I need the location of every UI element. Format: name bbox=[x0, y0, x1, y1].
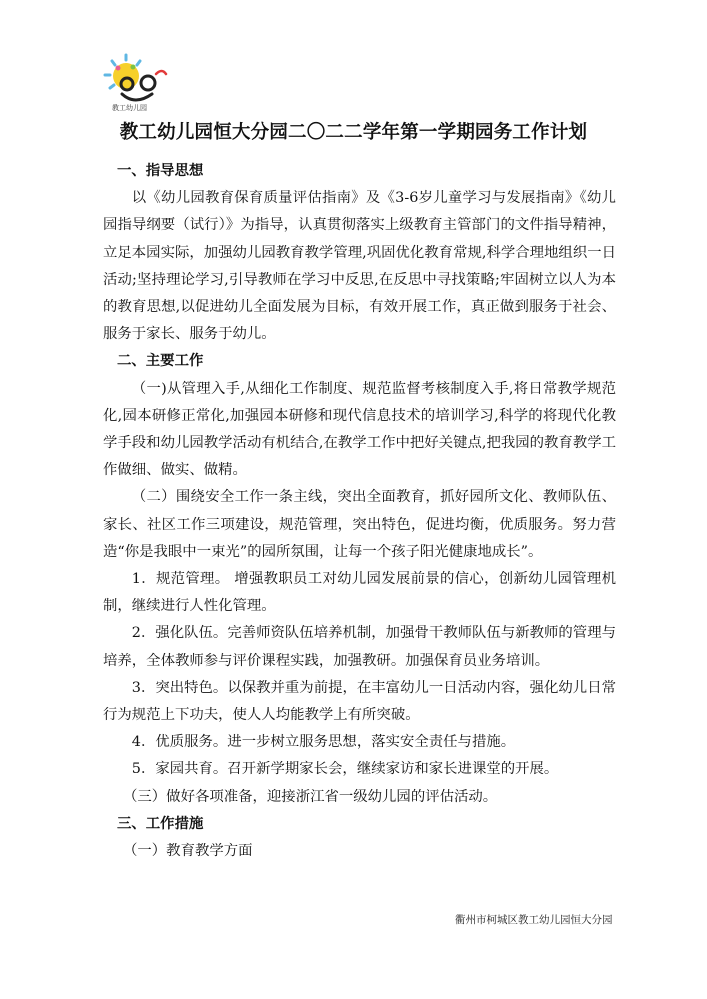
main-work-paragraph-1: （一)从管理入手,从细化工作制度、规范监督考核制度入手,将日常教学规范化,园本研修正常化,加强园本研修和现代信息技术的培训学习,科学的将现代化教学手段和幼儿园教学活动有机结合,在教学工作中把好关键点,把我园的教育教学工作做细、做实、做精。 bbox=[103, 380, 616, 479]
list-item: 5．家园共育。召开新学期家长会，继续家访和家长进课堂的开展。 bbox=[131, 761, 559, 778]
main-work-paragraph-2: （二）围绕安全工作一条主线，突出全面教育，抓好园所文化、教师队伍、家长、社区工作三项建设，规范管理，突出特色，促进均衡，优质服务。努力营造“你是我眼中一束光”的园所氛围，让每一个孩子阳光健康地成长”。 bbox=[103, 489, 616, 560]
list-item: 1．规范管理。 增强教职员工对幼儿园发展前景的信心，创新幼儿园管理机制，继续进行人性化管理。 bbox=[103, 571, 616, 615]
logo-text: 教工幼儿园 bbox=[112, 104, 147, 112]
subsection-heading: （一）教育教学方面 bbox=[123, 843, 253, 860]
page-title: 教工幼儿园恒大分园二〇二二学年第一学期园务工作计划 bbox=[119, 122, 588, 143]
list-item: 3．突出特色。以保教并重为前提，在丰富幼儿一日活动内容，强化幼儿日常行为规范上下功夫，使人人均能教学上有所突破。 bbox=[103, 679, 616, 724]
list-item: 4．优质服务。进一步树立服务思想，落实安全责任与措施。 bbox=[131, 734, 516, 751]
document-body bbox=[103, 158, 616, 865]
main-work-paragraph-3: （三）做好各项准备，迎接浙江省一级幼儿园的评估活动。 bbox=[123, 788, 498, 805]
footer-organization: 衢州市柯城区教工幼儿园恒大分园 bbox=[455, 914, 613, 926]
guiding-ideology-paragraph: 以《幼儿园教育保育质量评估指南》及《3-6岁儿童学习与发展指南》《幼儿园指导纲要（试行）》为指导，认真贯彻落实上级教育主管部门的文件指导精神，立足本园实际，加强幼儿园教育教学管理,巩固优化教育常规,科学合理地组织一日活动;坚持理论学习,引导教师在学习中反思,在反思中寻找策略;牢固树立以人为本的教育思想,以促进幼儿全面发展为目标，有效开展工作，真正做到服务于社会、服务于家长、服务于幼儿。 bbox=[103, 190, 616, 343]
section-heading-3: 三、工作措施 bbox=[117, 815, 204, 832]
list-item: 2．强化队伍。完善师资队伍培养机制，加强骨干教师队伍与新教师的管理与培养，全体教师参与评价课程实践，加强教研。加强保育员业务培训。 bbox=[103, 625, 616, 669]
section-heading-1: 一、指导思想 bbox=[117, 163, 204, 179]
section-heading-2: 二、主要工作 bbox=[117, 353, 204, 370]
